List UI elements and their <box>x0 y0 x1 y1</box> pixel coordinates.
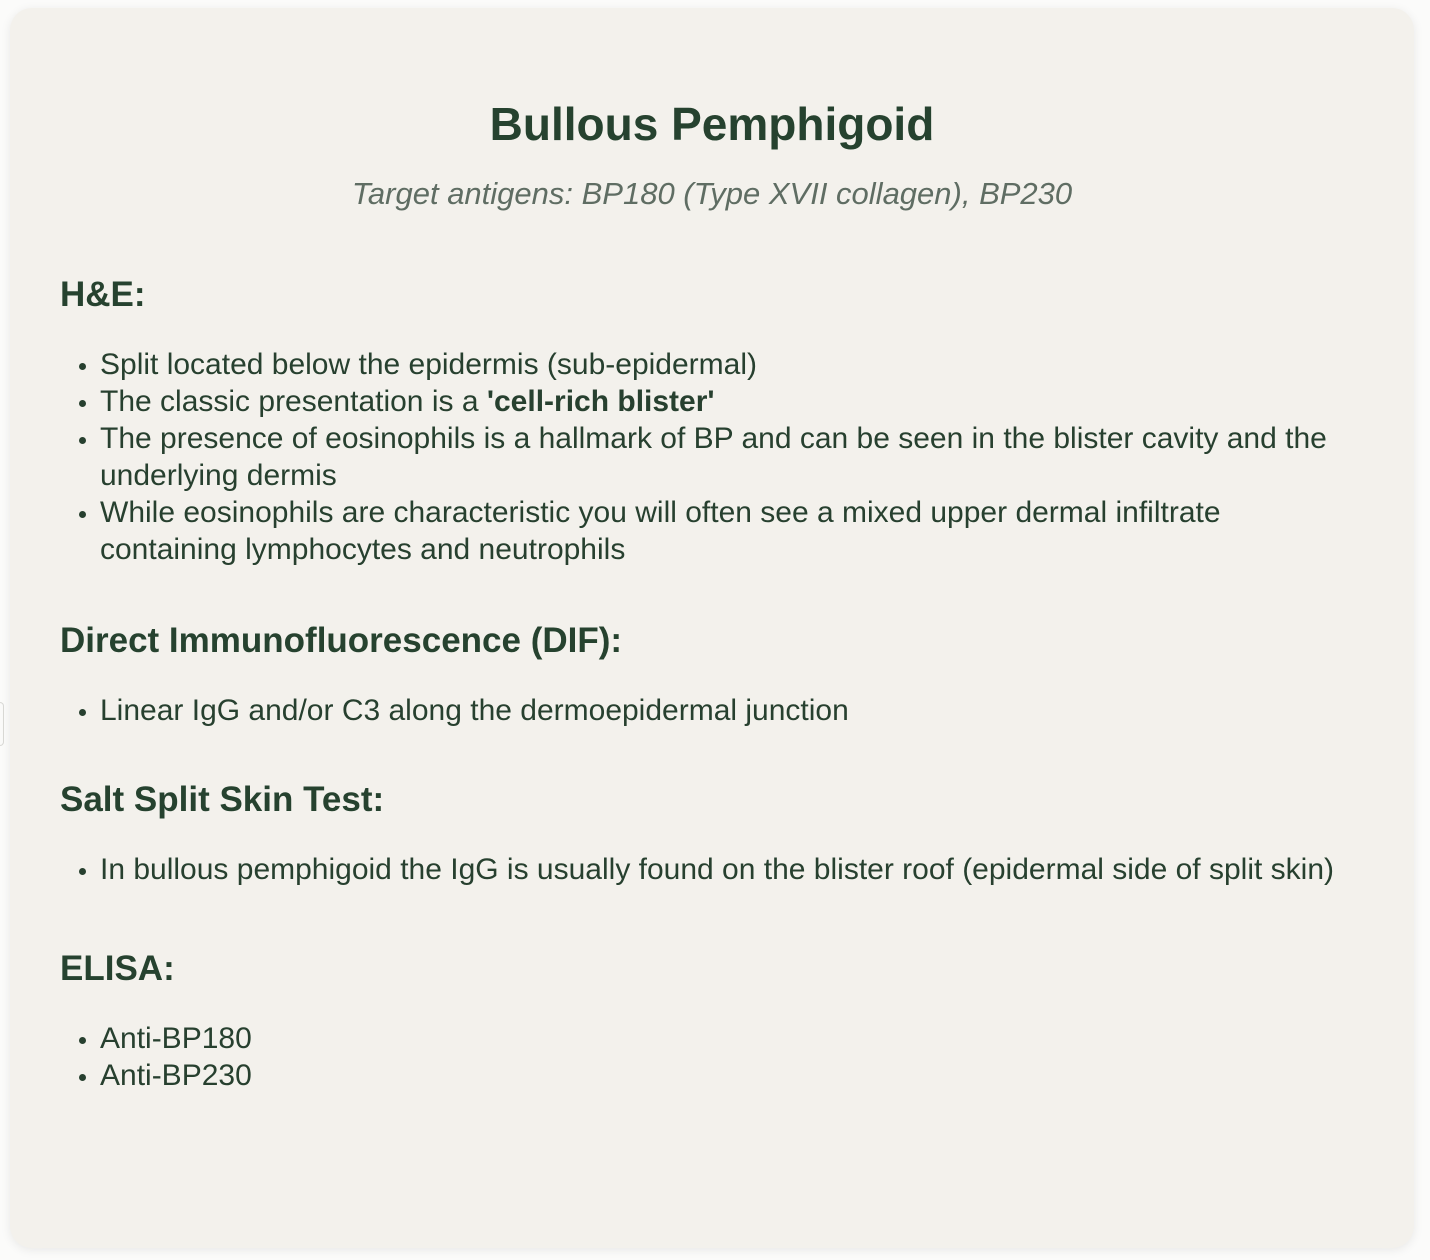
he-list <box>60 346 1364 568</box>
section-heading-he: H&E: <box>60 275 146 314</box>
list-item <box>100 383 1364 420</box>
emphasis-text: 'cell-rich blister' <box>486 385 715 418</box>
subtitle-target-antigens: Target antigens: BP180 (Type XVII collagen), BP230 <box>351 176 1073 211</box>
list-item-text: The classic presentation is a <box>100 385 487 418</box>
content-card <box>10 8 1414 1248</box>
list-item: • Linear IgG and/or C3 along the dermoepidermal junction <box>100 692 1364 729</box>
window-edge-handle <box>0 702 4 746</box>
elisa-list <box>60 1020 1364 1094</box>
list-item: • The presence of eosinophils is a hallmark of BP and can be seen in the blister cavity and the underlying dermis <box>100 420 1364 494</box>
section-heading-elisa: ELISA: <box>60 949 175 988</box>
list-item: • Split located below the epidermis (sub-epidermal) <box>100 346 1364 383</box>
section-heading-salt-split: Salt Split Skin Test: <box>60 780 385 819</box>
list-item: • Anti-BP230 <box>100 1057 1364 1094</box>
list-item: • In bullous pemphigoid the IgG is usually found on the blister roof (epidermal side of split skin) <box>100 851 1364 888</box>
dif-list <box>60 692 1364 729</box>
list-item: • Anti-BP180 <box>100 1020 1364 1057</box>
salt-split-list <box>60 851 1364 888</box>
list-item: • While eosinophils are characteristic you will often see a mixed upper dermal infiltrate containing lymphocytes and neutrophils <box>100 494 1364 568</box>
section-heading-dif: Direct Immunofluorescence (DIF): <box>60 621 623 660</box>
page-title: Bullous Pemphigoid <box>489 98 935 150</box>
